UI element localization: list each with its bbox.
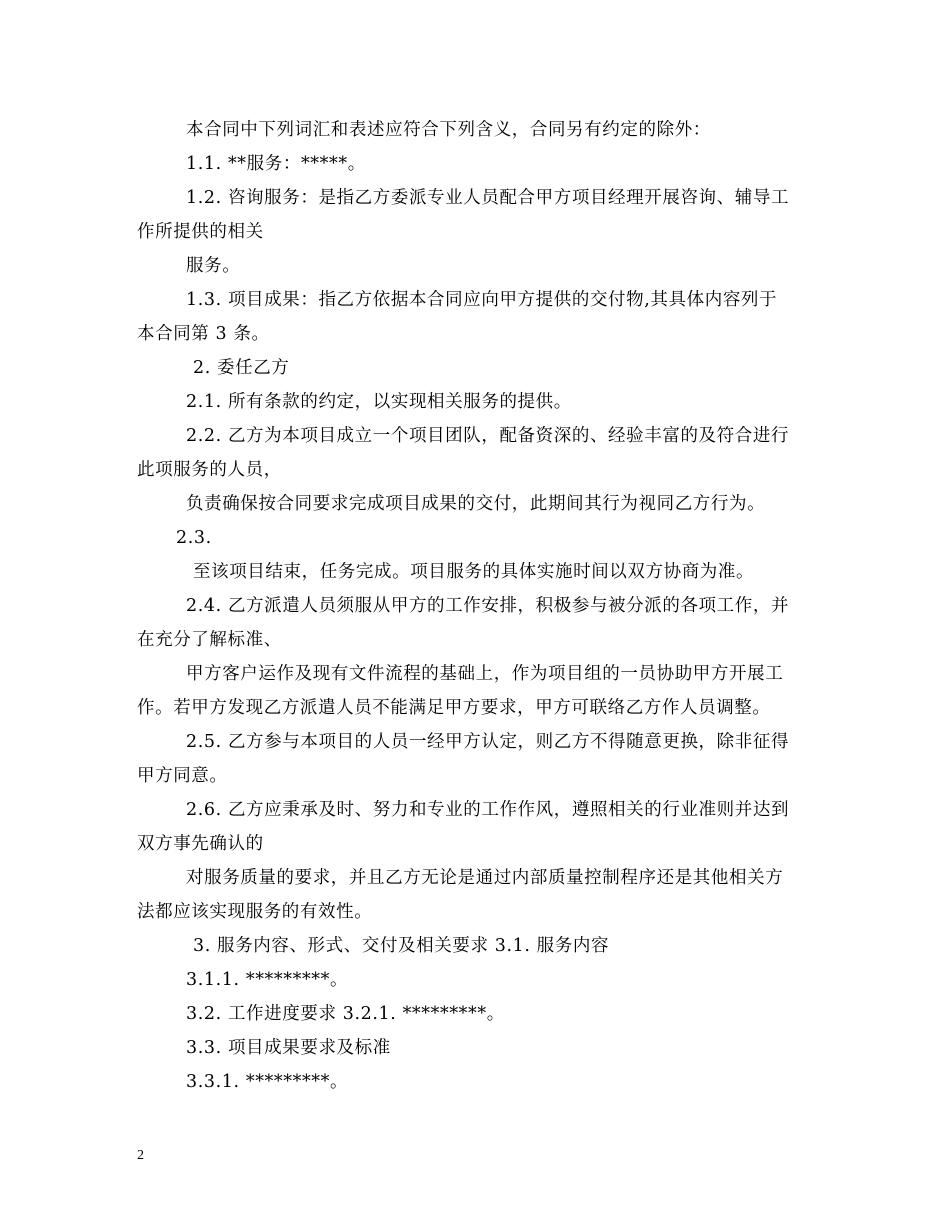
text-line: 3.3.1. *********。 xyxy=(186,1072,349,1092)
text-line: 服务。 xyxy=(186,256,241,276)
text-line: 1.3. 项目成果：指乙方依据本合同应向甲方提供的交付物,其具体内容列于 xyxy=(186,290,778,310)
text-line: 本合同第 3 条。 xyxy=(137,324,270,344)
text-line: 法都应该实现服务的有效性。 xyxy=(137,902,373,922)
text-line: 2.2. 乙方为本项目成立一个项目团队，配备资深的、经验丰富的及符合进行 xyxy=(186,426,790,446)
text-line: 3.2. 工作进度要求 3.2.1. *********。 xyxy=(186,1004,505,1024)
text-line: 双方事先确认的 xyxy=(137,834,264,854)
text-line: 2.1. 所有条款的约定，以实现相关服务的提供。 xyxy=(186,392,572,412)
text-line: 2.3. xyxy=(176,528,212,548)
text-line: 3.3. 项目成果要求及标准 xyxy=(186,1038,391,1058)
text-line: 甲方客户运作及现有文件流程的基础上，作为项目组的一员协助甲方开展工 xyxy=(186,664,784,684)
text-line: 2. 委任乙方 xyxy=(193,358,290,378)
text-line: 在充分了解标准、 xyxy=(137,630,282,650)
text-line: 3.1.1. *********。 xyxy=(186,970,349,990)
text-line: 至该项目结束，任务完成。项目服务的具体实施时间以双方协商为准。 xyxy=(193,562,755,582)
text-line: 2.4. 乙方派遣人员须服从甲方的工作安排，积极参与被分派的各项工作，并 xyxy=(186,596,790,616)
text-line: 2.6. 乙方应秉承及时、努力和专业的工作作风，遵照相关的行业准则并达到 xyxy=(186,800,790,820)
text-line: 1.1. **服务：*****。 xyxy=(186,154,366,174)
text-line: 作。若甲方发现乙方派遣人员不能满足甲方要求，甲方可联络乙方作人员调整。 xyxy=(137,698,771,718)
text-line: 作所提供的相关 xyxy=(137,222,264,242)
text-line: 甲方同意。 xyxy=(137,766,228,786)
text-line: 负责确保按合同要求完成项目成果的交付，此期间其行为视同乙方行为。 xyxy=(186,494,766,514)
text-line: 对服务质量的要求，并且乙方无论是通过内部质量控制程序还是其他相关方 xyxy=(186,868,784,888)
text-line: 3. 服务内容、形式、交付及相关要求 3.1. 服务内容 xyxy=(193,936,610,956)
text-line: 此项服务的人员， xyxy=(137,460,282,480)
text-line: 1.2. 咨询服务：是指乙方委派专业人员配合甲方项目经理开展咨询、辅导工 xyxy=(186,188,790,208)
text-line: 本合同中下列词汇和表述应符合下列含义，合同另有约定的除外： xyxy=(186,120,711,140)
text-line: 2.5. 乙方参与本项目的人员一经甲方认定，则乙方不得随意更换，除非征得 xyxy=(186,732,790,752)
page-number: 2 xyxy=(137,1148,144,1163)
